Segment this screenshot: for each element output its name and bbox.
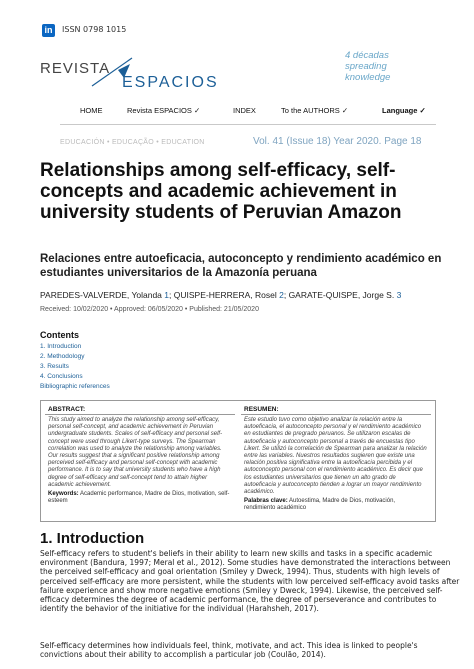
abstract-box xyxy=(40,400,436,522)
contents-link[interactable]: 4. Conclusions xyxy=(40,373,83,380)
introduction-heading: 1. Introduction xyxy=(40,530,145,547)
article-subtitle: Relaciones entre autoeficacia, autoconcepto y rendimiento académico en estudiantes universitarios de la Amazonía peruana xyxy=(40,253,442,279)
keywords-label: Keywords: xyxy=(48,491,79,498)
linkedin-icon[interactable]: in xyxy=(42,24,55,37)
tagline-line: spreading xyxy=(345,61,387,72)
nav-revista-espacios[interactable]: Revista ESPACIOS ✓ xyxy=(127,106,201,115)
contents-link[interactable]: 1. Introduction xyxy=(40,343,82,350)
contents-list xyxy=(40,342,110,392)
issn-label: ISSN 0798 1015 xyxy=(62,25,127,34)
article-title: Relationships among self-efficacy, self-concepts and academic achievement in university students of Peruvian Amazon xyxy=(40,160,402,223)
introduction-paragraph: Self-efficacy refers to student's beliefs in their ability to learn new skills and tasks in a specific academic environment (Bandura, 1997; Meral et al., 2012). Some studies have demonstrated the interactions between the perceived self-efficacy and goal orientation (Smiley y Dweck, 1994). Thus, students with high levels of perceived self-efficacy are more persistent, while the students with low perceived self-efficacy avoid tasks after failure experience and show more negative emotions (Smiley y Dweck, 1994). Likewise, the perceived self-efficacy determines the degree of academic performance, the degree of perseverance and contributes to identify the behavior of the initiative for the individual (Harahsheh, 2017). xyxy=(40,549,460,614)
keywords-text: Academic performance, Madre de Dios, motivation, self-esteem xyxy=(48,491,230,505)
palabras-clave-text: Autoestima, Madre de Dios, motivación, rendimiento académico xyxy=(244,498,396,512)
contents-link[interactable]: 3. Results xyxy=(40,363,69,370)
contents-heading: Contents xyxy=(40,330,79,340)
palabras-clave xyxy=(241,498,431,512)
logo-revista-text: REVISTA xyxy=(40,60,111,77)
contents-link[interactable]: 2. Methodology xyxy=(40,353,85,360)
tagline-line: knowledge xyxy=(345,72,391,83)
introduction-paragraph: Self-efficacy determines how individuals feel, think, motivate, and act. This idea is linked to people's convictions about their ability to accomplish a particular job (Coulão, 2014). xyxy=(40,641,418,660)
resumen-text: Este estudio tuvo como objetivo analizar la relación entre la autoeficacia, el autoconcepto personal y el rendimiento académico en estudiantes de pregrado peruanos. Se utilizaron escalas de autoeficacia y autoconcepto personal a través de encuestas tipo Likert. Se utilizó la correlación de Spearman para analizar la relación entre las variables. Nuestros resultados sugieren que existe una relación positiva significativa entre la autoeficacia percibida y el autoconcepto personal con el rendimiento académico. Es decir que los estudiantes universitarios que tienen un alto grado de autoeficacia y autoconcepto tienden a lograr un mayor rendimiento académico. xyxy=(244,417,427,496)
main-nav xyxy=(0,100,474,122)
resumen-heading: RESUMEN: xyxy=(241,405,431,415)
keywords xyxy=(45,491,235,505)
nav-authors[interactable]: To the AUTHORS ✓ xyxy=(281,106,349,115)
abstract-spanish xyxy=(241,405,431,517)
author-affiliation-link[interactable]: 3 xyxy=(396,290,402,300)
contents-link[interactable]: Bibliographic references xyxy=(40,383,110,390)
top-bar xyxy=(0,0,474,42)
section-label: EDUCACIÓN • EDUCAÇÃO • EDUCATION xyxy=(60,139,205,146)
author-name: PAREDES-VALVERDE, Yolanda xyxy=(40,290,162,300)
tagline-line: 4 décadas xyxy=(345,50,389,61)
journal-logo[interactable] xyxy=(40,50,240,96)
nav-home[interactable]: HOME xyxy=(80,106,103,115)
issue-bar xyxy=(0,136,474,154)
volume-label: Vol. 41 (Issue 18) Year 2020. Page 18 xyxy=(253,136,422,147)
nav-index[interactable]: INDEX xyxy=(233,106,256,115)
abstract-text: This study aimed to analyze the relationship among self-efficacy, personal self-concept, and academic achievement in Peruvian undergraduate students. Scales of self-efficacy and personal self-concept were used through Likert-type surveys. The Spearman correlation was used to analyze the relationship among variables. Our results suggest that a significant positive relationship among perceived self-efficacy and personal self-concept with academic performance. It is to say that university students who have a high degree of self-efficacy and self-concept tend to attain higher academic achievement. xyxy=(48,417,223,488)
logo-tagline xyxy=(345,50,445,83)
author-list: PAREDES-VALVERDE, Yolanda 1; QUISPE-HERRERA, Rosel 2; GARATE-QUISPE, Jorge S. 3 xyxy=(40,290,402,300)
abstract-english xyxy=(45,405,235,517)
palabras-clave-label: Palabras clave: xyxy=(244,498,288,505)
nav-language[interactable]: Language ✓ xyxy=(382,106,426,115)
author-name: QUISPE-HERRERA, Rosel xyxy=(173,290,277,300)
author-affiliation-link[interactable]: 2 xyxy=(279,290,284,300)
nav-divider xyxy=(60,124,436,125)
abstract-heading: ABSTRACT: xyxy=(45,405,235,415)
author-name: GARATE-QUISPE, Jorge S. xyxy=(288,290,395,300)
article-dates: Received: 10/02/2020 • Approved: 06/05/2020 • Published: 21/05/2020 xyxy=(40,306,259,313)
logo-espacios-text: ESPACIOS xyxy=(122,74,219,91)
author-affiliation-link[interactable]: 1 xyxy=(164,290,170,300)
